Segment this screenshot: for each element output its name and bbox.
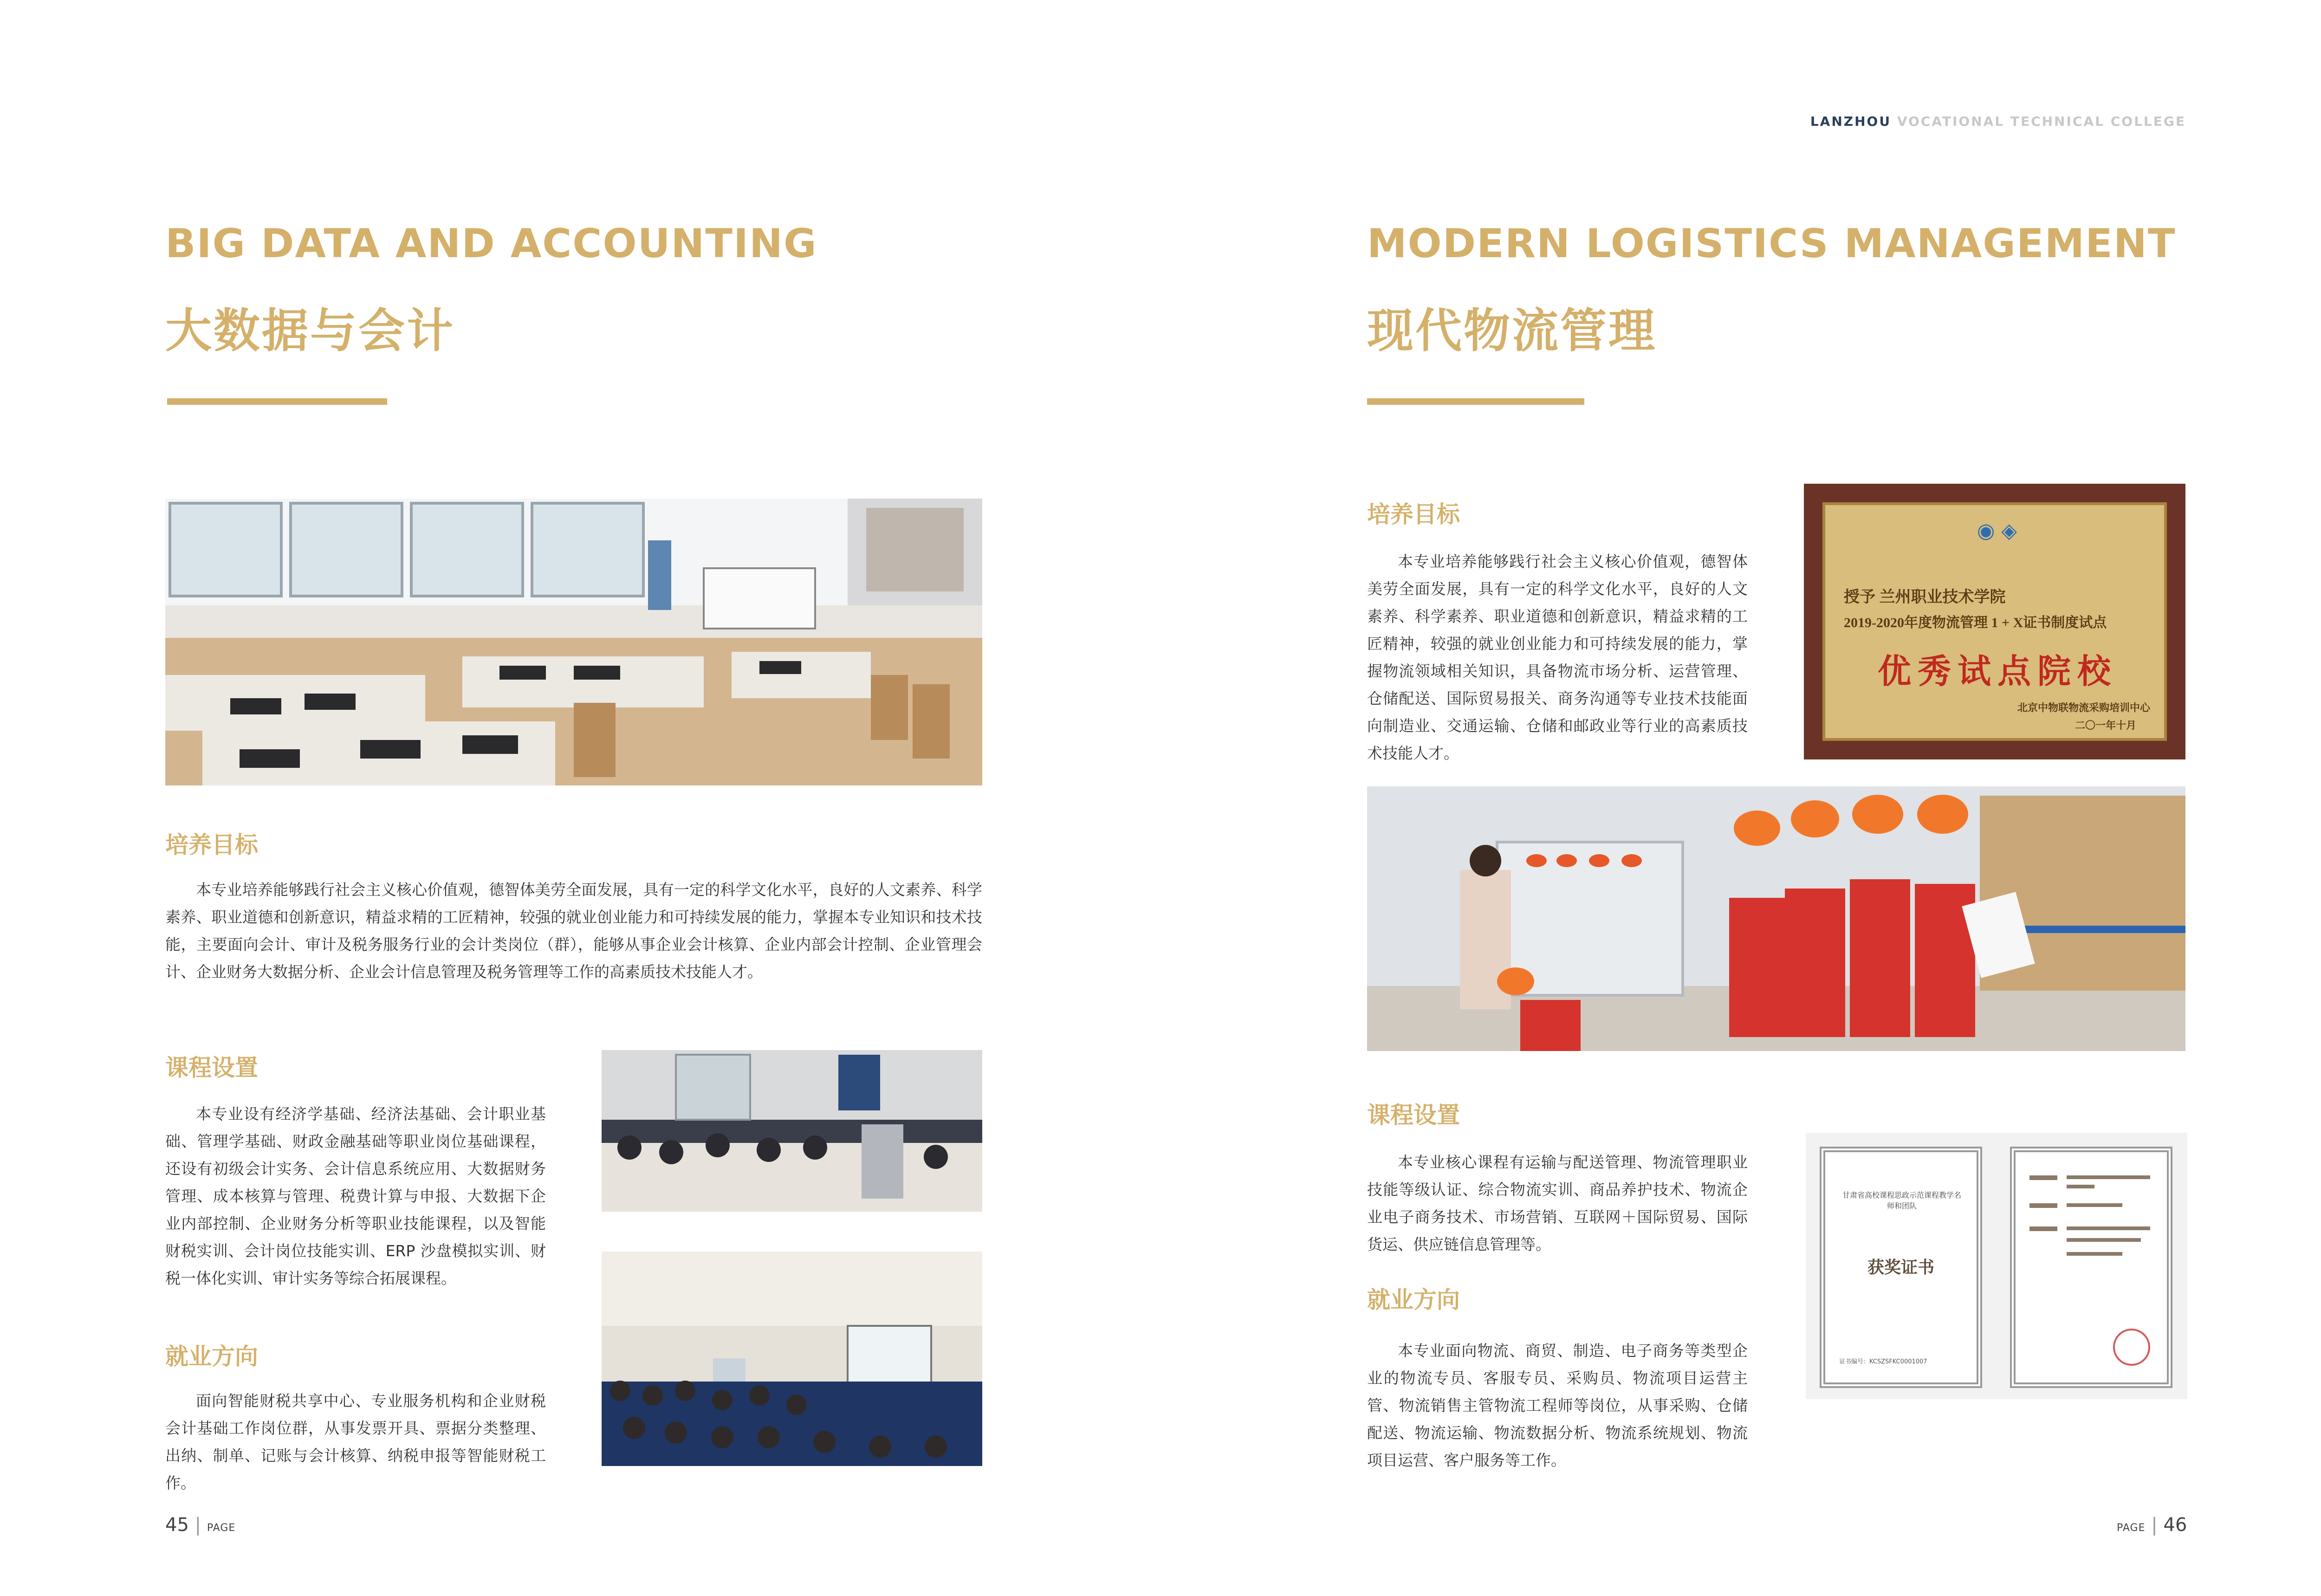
certificate-inner-lines [2016,1152,2167,1382]
award-certificates [1806,1133,2187,1399]
college-name-light: VOCATIONAL TECHNICAL COLLEGE [1897,114,2186,129]
right-career-text: 本专业面向物流、商贸、制造、电子商务等类型企业的物流专员、客服专员、采购员、物流项目运营主管、物流销售主管物流工程师等岗位，从事采购、仓储配送、物流运输、物流数据分析、物流系统规划、物流项目运营、客户服务等工作。 [1367,1342,1748,1469]
plaque-grantee: 授予 兰州职业技术学院 [1844,589,2006,606]
left-title-rule [167,398,387,405]
right-goal-text: 本专业培养能够践行社会主义核心价值观，德智体美劳全面发展，具有一定的科学文化水平，良好的人文素养、科学素养、职业道德和创新意识，精益求精的工匠精神，较强的就业创业能力和可持续发展的能力，掌握物流领域相关知识，具备物流市场分析、运营管理、仓储配送、国际贸易报关、商务沟通等专业技术技能面向制造业、交通运输、仓储和邮政业等行业的高素质技术技能人才。 [1367,552,1748,762]
right-page-label: PAGE [2117,1522,2146,1534]
right-career-heading: 就业方向 [1367,1286,1460,1313]
college-header [1810,114,2186,129]
right-title-rule [1367,398,1584,405]
right-goal-heading: 培养目标 [1367,501,1460,528]
left-page-number: 45 | PAGE [165,1514,236,1536]
right-page-number-value: 46 [2163,1514,2187,1536]
right-courses-heading: 课程设置 [1367,1102,1460,1129]
left-page-label: PAGE [207,1522,236,1534]
plaque-issuer: 北京中物联物流采购培训中心 [2017,702,2150,714]
auditorium-photo [602,1252,982,1466]
left-courses-text: 本专业设有经济学基础、经济法基础、会计职业基础、管理学基础、财政金融基础等职业岗位基础课程，还设有初级会计实务、会计信息系统应用、大数据财务管理、成本核算与管理、税费计算与申报、大数据下企业内部控制、企业财务分析等职业技能课程，以及智能财税实训、会计岗位技能实训、ERP 沙盘模拟实训、财税一体化实训、审计实务等综合拓展课程。 [165,1105,546,1287]
right-title-cn: 现代物流管理 [1367,304,1657,358]
lecture-photo [602,1050,982,1212]
award-plaque [1804,484,2185,759]
left-title-cn: 大数据与会计 [165,304,455,358]
left-goal-text: 本专业培养能够践行社会主义核心价值观，德智体美劳全面发展，具有一定的科学文化水平，良好的人文素养、科学素养、职业道德和创新意识，精益求精的工匠精神，较强的就业创业能力和可持续发展的能力，掌握本专业知识和技术技能，主要面向会计、审计及税务服务行业的会计类岗位（群），能够从事企业会计核算、企业内部会计控制、企业管理会计、企业财务大数据分析、企业会计信息管理及税务管理等工作的高素质技术技能人才。 [165,881,982,981]
plaque-line: 2019-2020年度物流管理 1 + X证书制度试点 [1844,615,2107,630]
left-goal-heading: 培养目标 [165,831,258,858]
plaque-logo-icon: ◉ ◈ [1977,519,2017,543]
left-courses-heading: 课程设置 [165,1054,258,1081]
certificate-header: 甘肃省高校课程思政示范课程教学名师和团队 [1842,1192,1961,1210]
left-page-number-value: 45 [165,1514,189,1536]
plaque-face [1822,502,2167,741]
right-courses-text: 本专业核心课程有运输与配送管理、物流管理职业技能等级认证、综合物流实训、商品养护技术、物流企业电子商务技术、市场营销、互联网＋国际贸易、国际货运、供应链信息管理等。 [1367,1153,1748,1253]
college-name-strong: LANZHOU [1810,114,1892,129]
right-title-en: MODERN LOGISTICS MANAGEMENT [1367,221,2176,267]
left-career-text: 面向智能财税共享中心、专业服务机构和企业财税会计基础工作岗位群，从事发票开具、票据分类整理、出纳、制单、记账与会计核算、纳税申报等智能财税工作。 [165,1392,546,1492]
computer-lab-photo [165,499,982,785]
certificate-cover [1820,1147,1982,1388]
certificate-title: 获奖证书 [1867,1258,1934,1277]
plaque-award: 优秀试点院校 [1877,653,2117,690]
certificate-number: 证书编号：KCSZSFKC0001007 [1839,1358,1927,1365]
left-title-en: BIG DATA AND ACCOUNTING [165,221,817,267]
left-career-heading: 就业方向 [165,1343,258,1370]
warehouse-training-photo [1367,786,2185,1051]
plaque-date: 二〇一年十月 [2075,720,2136,731]
right-page-number: PAGE | 46 [2117,1514,2187,1536]
certificate-inner-page [2010,1147,2172,1388]
